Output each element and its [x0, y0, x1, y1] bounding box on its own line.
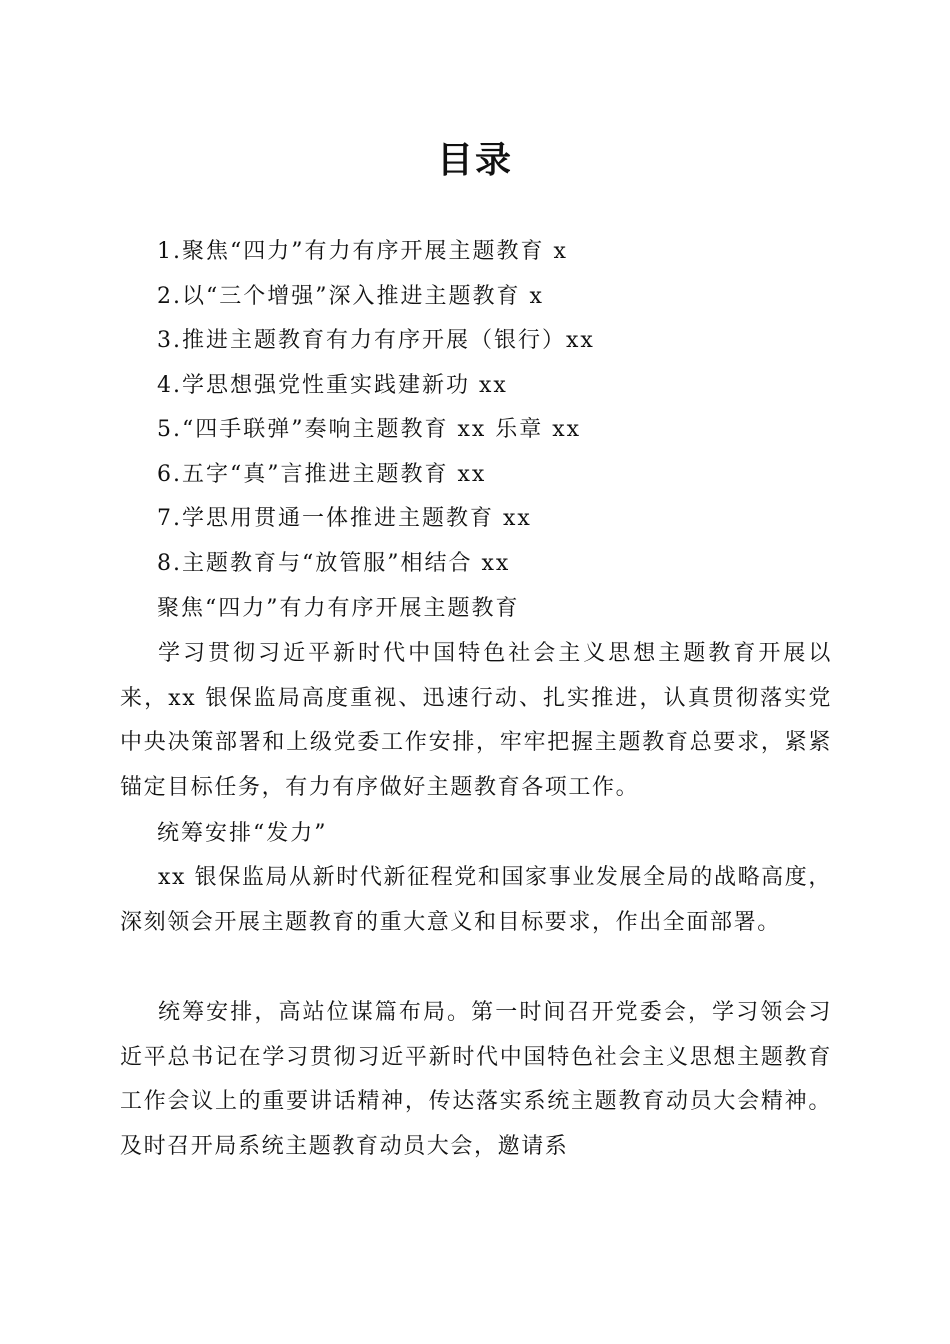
paragraph-intro: 学习贯彻习近平新时代中国特色社会主义思想主题教育开展以来，xx 银保监局高度重视、迅速行动、扎实推进，认真贯彻落实党中央决策部署和上级党委工作安排，牢牢把握主题教育总要求，紧紧锚定目标任务，有力有序做好主题教育各项工作。: [120, 641, 832, 801]
paragraph-arrangement: 统筹安排，高站位谋篇布局。第一时间召开党委会，学习领会习近平总书记在学习贯彻习近平新时代中国特色社会主义思想主题教育工作会议上的重要讲话精神，传达落实系统主题教育动员大会精神。及时召开局系统主题教育动员大会，邀请系: [120, 1000, 832, 1160]
toc-item[interactable]: 4.学思想强党性重实践建新功 xx: [157, 372, 508, 398]
toc-item[interactable]: 8.主题教育与“放管服”相结合 xx: [157, 550, 511, 576]
table-of-contents: [157, 230, 595, 586]
toc-item[interactable]: 2.以“三个增强”深入推进主题教育 x: [157, 283, 544, 309]
toc-item[interactable]: 3.推进主题教育有力有序开展（银行）xx: [157, 328, 595, 353]
toc-item[interactable]: 7.学思用贯通一体推进主题教育 xx: [157, 506, 532, 531]
page-title: 目录: [436, 139, 513, 181]
section-heading: 聚焦“四力”有力有序开展主题教育: [157, 596, 520, 621]
toc-item[interactable]: 1.聚焦“四力”有力有序开展主题教育 x: [157, 239, 568, 264]
paragraph-deployment: xx 银保监局从新时代新征程党和国家事业发展全局的战略高度，深刻领会开展主题教育的重大意义和目标要求，作出全面部署。: [120, 865, 832, 935]
toc-item[interactable]: 5.“四手联弹”奏响主题教育 xx 乐章 xx: [157, 417, 582, 442]
toc-item[interactable]: 6.五字“真”言推进主题教育 xx: [157, 461, 487, 487]
subheading: 统筹安排“发力”: [157, 821, 328, 846]
